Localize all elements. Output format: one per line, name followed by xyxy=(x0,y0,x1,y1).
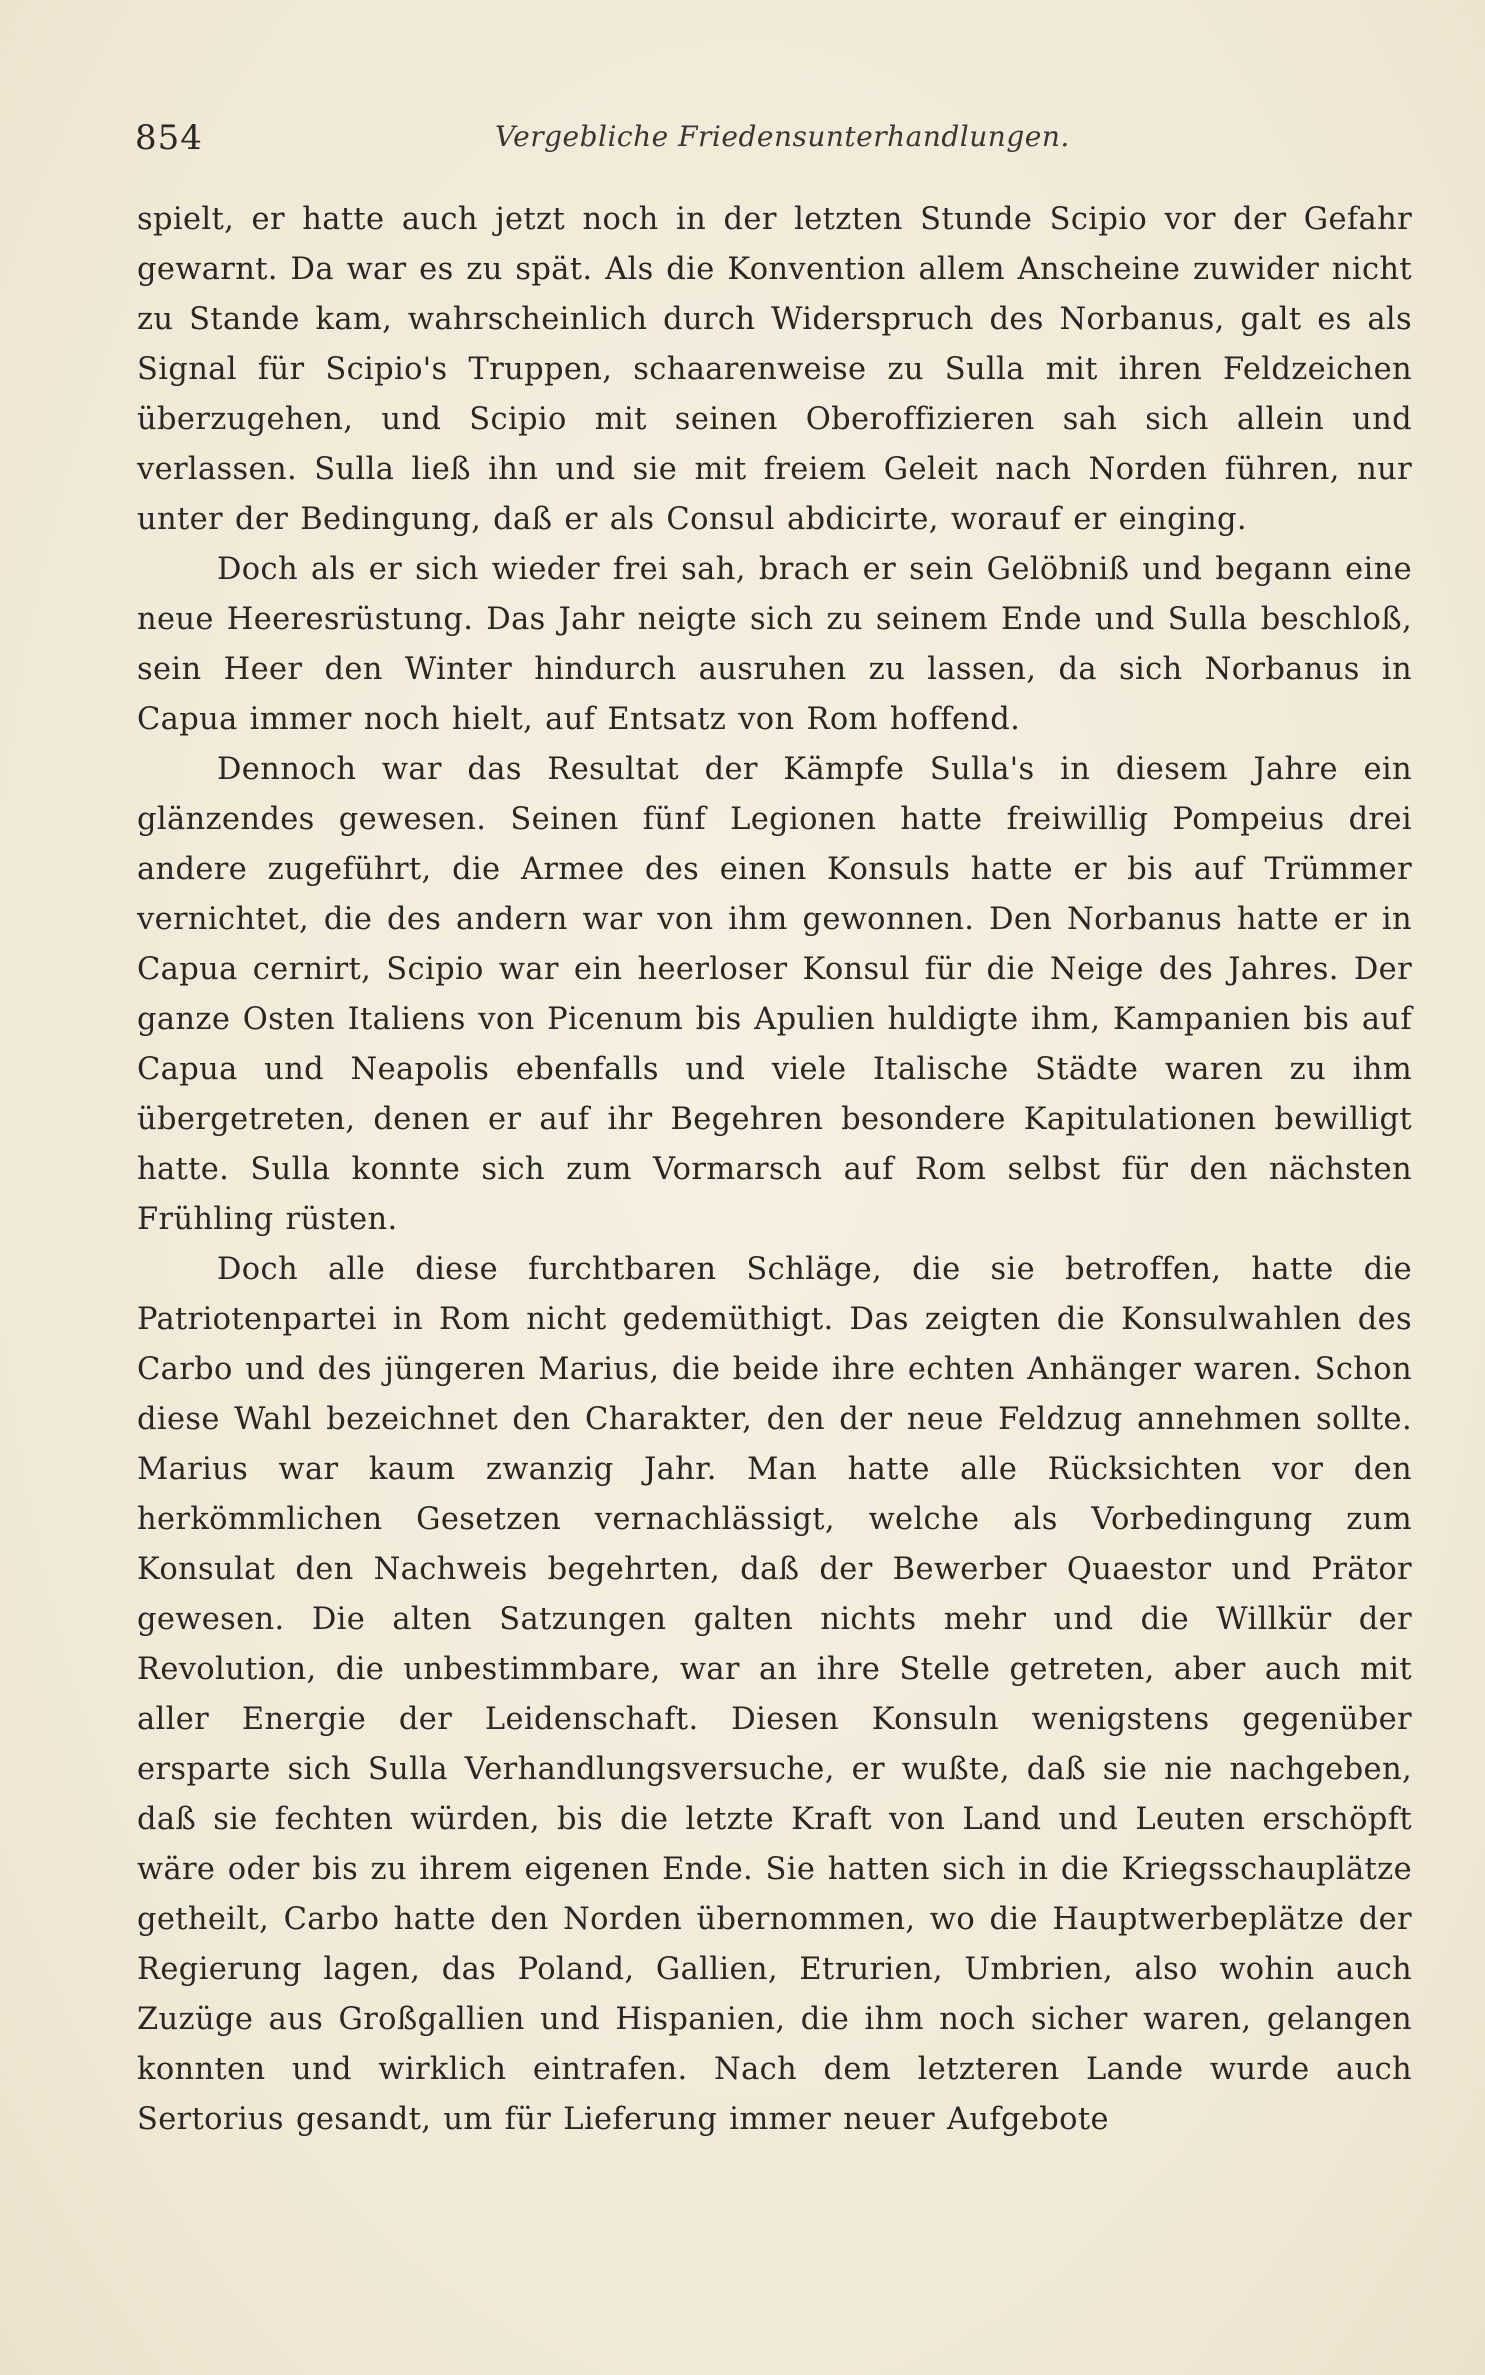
paragraph-2: Doch als er sich wieder frei sah, brach er sein Gelöbniß und begann eine neue Heeresrüstung. Das Jahr neigte sich zu seinem Ende und Sulla beschloß, sein Heer den Winter hindurch ausruhen zu lassen, da sich Norbanus in Capua immer noch hielt, auf Entsatz von Rom hoffend. xyxy=(137,552,1412,737)
paragraph-1: spielt, er hatte auch jetzt noch in der letzten Stunde Scipio vor der Gefahr gewarnt. Da war es zu spät. Als die Konvention allem Anscheine zuwider nicht zu Stande kam, wahrscheinlich durch Widerspruch des Norbanus, galt es als Signal für Scipio's Truppen, schaarenweise zu Sulla mit ihren Feldzeichen überzugehen, und Scipio mit seinen Oberoffizieren sah sich allein und verlassen. Sulla ließ ihn und sie mit freiem Geleit nach Norden führen, nur unter der Bedingung, daß er als Consul abdicirte, worauf er einging. xyxy=(137,202,1412,537)
page-number: 854 xyxy=(135,118,203,158)
body-text xyxy=(137,195,1412,2145)
page-header xyxy=(135,118,1415,166)
paragraph-3: Dennoch war das Resultat der Kämpfe Sulla's in diesem Jahre ein glänzendes gewesen. Seinen fünf Legionen hatte freiwillig Pompeius drei andere zugeführt, die Armee des einen Konsuls hatte er bis auf Trümmer vernichtet, die des andern war von ihm gewonnen. Den Norbanus hatte er in Capua cernirt, Scipio war ein heerloser Konsul für die Neige des Jahres. Der ganze Osten Italiens von Picenum bis Apulien huldigte ihm, Kampanien bis auf Capua und Neapolis ebenfalls und viele Italische Städte waren zu ihm übergetreten, denen er auf ihr Begehren besondere Kapitulationen bewilligt hatte. Sulla konnte sich zum Vormarsch auf Rom selbst für den nächsten Frühling rüsten. xyxy=(137,752,1412,1237)
paragraph-4: Doch alle diese furchtbaren Schläge, die sie betroffen, hatte die Patriotenpartei in Rom nicht gedemüthigt. Das zeigten die Konsulwahlen des Carbo und des jüngeren Marius, die beide ihre echten Anhänger waren. Schon diese Wahl bezeichnet den Charakter, den der neue Feldzug annehmen sollte. Marius war kaum zwanzig Jahr. Man hatte alle Rücksichten vor den herkömmlichen Gesetzen vernachlässigt, welche als Vorbedingung zum Konsulat den Nachweis begehrten, daß der Bewerber Quaestor und Prätor gewesen. Die alten Satzungen galten nichts mehr und die Willkür der Revolution, die unbestimmbare, war an ihre Stelle getreten, aber auch mit aller Energie der Leidenschaft. Diesen Konsuln wenigstens gegenüber ersparte sich Sulla Verhandlungsversuche, er wußte, daß sie nie nachgeben, daß sie fechten würden, bis die letzte Kraft von Land und Leuten erschöpft wäre oder bis zu ihrem eigenen Ende. Sie hatten sich in die Kriegsschauplätze getheilt, Carbo hatte den Norden übernommen, wo die Hauptwerbeplätze der Regierung lagen, das Poland, Gallien, Etrurien, Umbrien, also wohin auch Zuzüge aus Großgallien und Hispanien, die ihm noch sicher waren, gelangen konnten und wirklich eintrafen. Nach dem letzteren Lande wurde auch Sertorius gesandt, um für Lieferung immer neuer Aufgebote xyxy=(137,1252,1412,2137)
running-title: Vergebliche Friedensunterhandlungen. xyxy=(495,120,1070,153)
